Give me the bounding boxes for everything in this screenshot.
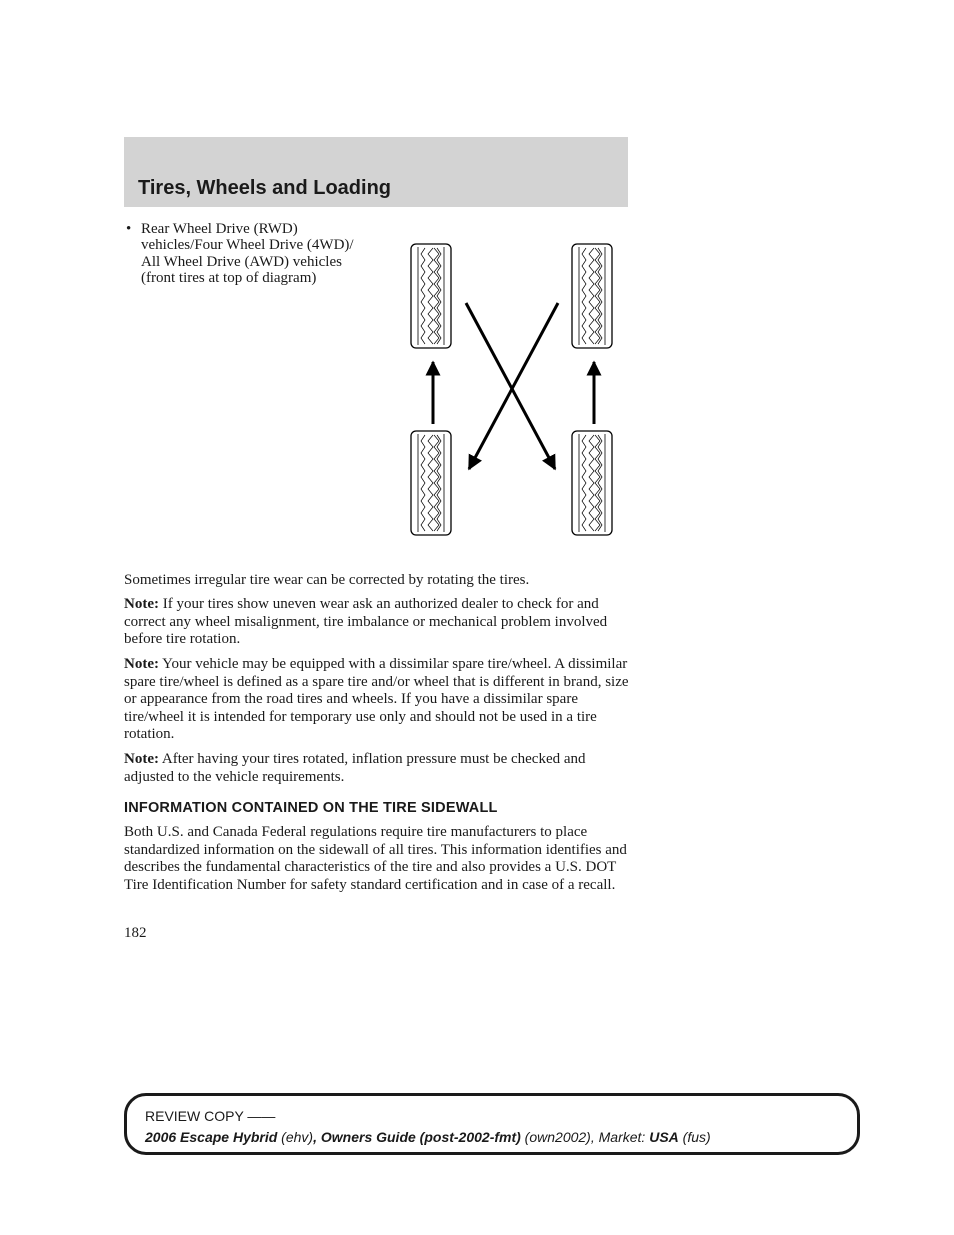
note-text: If your tires show uneven wear ask an authorized dealer to check for and correct any wheel misalignment, tire imbalance or mechanical problem involved before tire rotation. [124,596,608,648]
paragraph-sidewall: Both U.S. and Canada Federal regulations require tire manufacturers to place standardized information on the sidewall of all tires. This information identifies and describes the fundamental characteristics of the tire and also provides a U.S. DOT Tire Identification Number for safety standard certification and in case of a recall. [124,824,627,893]
review-copy-footer [124,1093,860,1155]
tire-rotation-diagram [400,238,622,543]
tire-front-left [411,244,451,348]
note-text: Your vehicle may be equipped with a dissimilar spare tire/wheel. A dissimilar spare tire/wheel is defined as a spare tire and/or wheel that is different in brand, size or appearance from the road tires and wheels. If you have a dissimilar spare tire/wheel it is intended for temporary use only and should not be used in a tire rotation. [124,656,629,743]
tire-front-right [572,244,612,348]
note-text: After having your tires rotated, inflation pressure must be checked and adjusted to the vehicle requirements. [124,751,586,785]
footer-model-code: (ehv) [277,1129,314,1145]
section-header-band [124,137,628,207]
bullet-text: Rear Wheel Drive (RWD) vehicles/Four Wheel Drive (4WD)/ All Wheel Drive (AWD) vehicles (front tires at top of diagram) [141,221,354,287]
page-number: 182 [124,925,147,941]
note-inflation [124,751,630,786]
note-misalignment [124,596,630,649]
footer-separator: , [313,1129,321,1145]
footer-model: 2006 Escape Hybrid [145,1129,278,1145]
paragraph-rotation: Sometimes irregular tire wear can be corrected by rotating the tires. [124,572,530,588]
section-heading: INFORMATION CONTAINED ON THE TIRE SIDEWALL [124,800,498,816]
footer-market-code: (fus) [678,1129,711,1145]
footer-guide: Owners Guide (post-2002-fmt) [320,1129,521,1145]
footer-publication-info [145,1129,711,1145]
footer-market-label: , Market: [590,1129,650,1145]
note-label: Note: [124,751,159,767]
tire-rear-right [572,431,612,535]
arrow-front-left-to-rear-right [466,303,555,469]
page-title: Tires, Wheels and Loading [138,177,392,199]
footer-review-copy: REVIEW COPY —— [145,1108,276,1124]
note-label: Note: [124,596,159,612]
bullet-symbol: • [126,221,132,237]
footer-market: USA [649,1129,679,1145]
note-label: Note: [124,656,159,672]
note-dissimilar-spare [124,656,630,744]
tire-rear-left [411,431,451,535]
footer-guide-code: (own2002) [520,1129,591,1145]
arrow-front-right-to-rear-left [469,303,558,469]
